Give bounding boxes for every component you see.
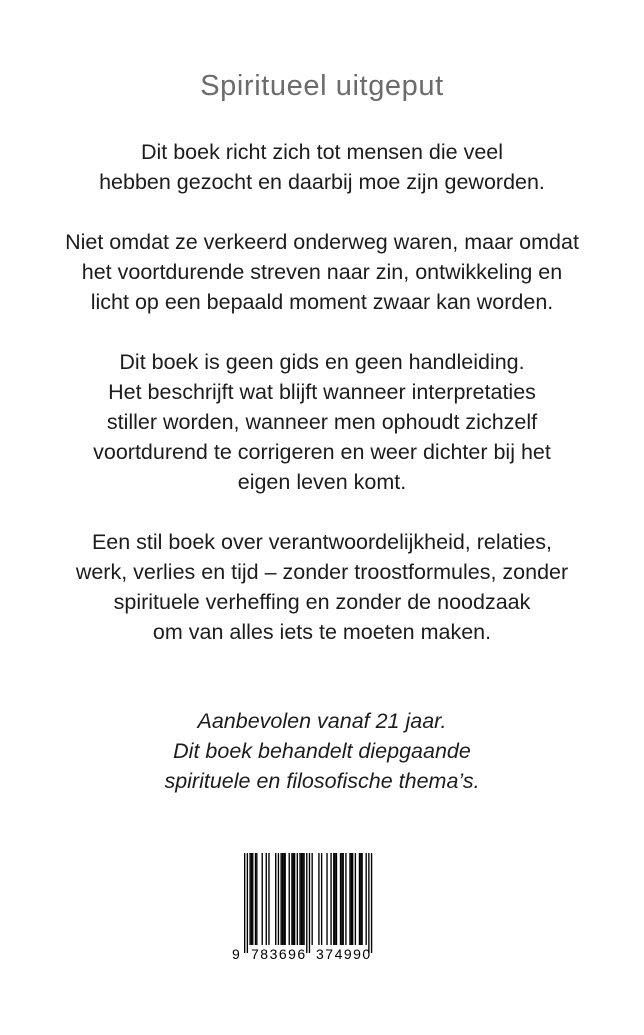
notice-line: Aanbevolen vanaf 21 jaar. bbox=[197, 709, 447, 733]
barcode-bar bbox=[326, 853, 327, 945]
barcode-bar bbox=[299, 853, 300, 945]
barcode-bar bbox=[252, 853, 253, 945]
barcode-bar bbox=[355, 853, 356, 945]
barcode-guard-bar bbox=[309, 853, 310, 953]
notice-line: spirituele en filosofische thema’s. bbox=[164, 769, 480, 793]
barcode-bar bbox=[280, 853, 281, 945]
barcode-bar bbox=[341, 853, 342, 945]
barcode-right-group: 374990 bbox=[316, 946, 372, 962]
barcode-bar bbox=[293, 853, 294, 945]
barcode-bar bbox=[343, 853, 344, 945]
barcode-bar bbox=[340, 853, 341, 945]
barcode-bar bbox=[297, 853, 298, 945]
blurb-line: voortdurend te corrigeren en weer dichter bij het bbox=[93, 440, 551, 464]
barcode-bar bbox=[330, 853, 331, 945]
barcode-bar bbox=[333, 853, 334, 945]
barcode-first-digit: 9 bbox=[232, 946, 240, 962]
book-title: Spiritueel uitgeput bbox=[200, 70, 444, 102]
barcode-bar bbox=[291, 853, 292, 945]
barcode-bar bbox=[289, 853, 290, 945]
blurb bbox=[22, 137, 622, 677]
blurb-line: werk, verlies en tijd – zonder troostformules, zonder bbox=[75, 560, 569, 584]
barcode-bar bbox=[361, 853, 362, 945]
blurb-line: om van alles iets te moeten maken. bbox=[152, 620, 492, 644]
barcode-bar bbox=[336, 853, 337, 945]
blurb-line: Dit boek is geen gids en geen handleiding. bbox=[119, 350, 525, 374]
barcode-bar bbox=[301, 853, 302, 945]
blurb-line: stiller worden, wanneer men ophoudt zichzelf bbox=[106, 410, 538, 434]
barcode-bar bbox=[303, 853, 304, 945]
barcode-bar bbox=[268, 853, 269, 945]
barcode-bar bbox=[251, 853, 252, 945]
blurb-line: licht op een bepaald moment zwaar kan worden. bbox=[90, 290, 554, 314]
barcode-bar bbox=[318, 853, 319, 945]
barcode-bar bbox=[283, 853, 284, 945]
barcode-bar bbox=[345, 853, 346, 945]
blurb-line: Niet omdat ze verkeerd onderweg waren, maar omdat bbox=[65, 230, 579, 254]
blurb-line: Een stil boek over verantwoordelijkheid, relaties, bbox=[91, 530, 553, 554]
barcode-bar bbox=[321, 853, 322, 945]
barcode-bar bbox=[366, 853, 367, 945]
barcode-bar bbox=[351, 853, 352, 945]
barcode-bar bbox=[334, 853, 335, 945]
isbn-barcode bbox=[232, 853, 382, 963]
barcode-left-group: 783696 bbox=[251, 946, 307, 962]
blurb-line: Dit boek richt zich tot mensen die veel bbox=[140, 140, 504, 164]
barcode-bar bbox=[255, 853, 256, 945]
barcode-digits bbox=[232, 945, 382, 963]
barcode-bar bbox=[312, 853, 313, 945]
blurb-line: hebben gezocht en daarbij moe zijn geworden. bbox=[99, 170, 545, 194]
age-notice bbox=[0, 706, 644, 796]
blurb-line: spirituele verheffing en zonder de noodzaak bbox=[113, 590, 531, 614]
barcode-bar bbox=[352, 853, 353, 945]
barcode-guard-bar bbox=[368, 853, 369, 953]
barcode-bar bbox=[262, 853, 263, 945]
barcode-bar bbox=[282, 853, 283, 945]
barcode-guard-bar bbox=[371, 853, 372, 953]
blurb-line: eigen leven komt. bbox=[237, 470, 407, 494]
blurb-line: Het beschrijft wat blijft wanneer interpretaties bbox=[108, 380, 536, 404]
blurb-paragraph-3 bbox=[22, 347, 622, 497]
barcode-bar bbox=[294, 853, 295, 945]
barcode-guard-bar bbox=[244, 853, 245, 953]
blurb-paragraph-2 bbox=[22, 227, 622, 317]
barcode-bars bbox=[232, 853, 382, 953]
blurb-paragraph-4 bbox=[22, 527, 622, 647]
barcode-bar bbox=[266, 853, 267, 945]
barcode-bar bbox=[349, 853, 350, 945]
barcode-bar bbox=[360, 853, 361, 945]
notice-line: Dit boek behandelt diepgaande bbox=[173, 739, 471, 763]
barcode-guard-bar bbox=[306, 853, 307, 953]
barcode-bar bbox=[285, 853, 286, 945]
blurb-paragraph-1 bbox=[22, 137, 622, 197]
barcode-guard-bar bbox=[247, 853, 248, 953]
barcode-bar bbox=[256, 853, 257, 945]
barcode-bar bbox=[359, 853, 360, 945]
barcode-bar bbox=[302, 853, 303, 945]
blurb-line: het voortdurende streven naar zin, ontwikkeling en bbox=[81, 260, 563, 284]
barcode-bar bbox=[249, 853, 250, 945]
barcode-bar bbox=[278, 853, 279, 945]
barcode-bar bbox=[275, 853, 276, 945]
